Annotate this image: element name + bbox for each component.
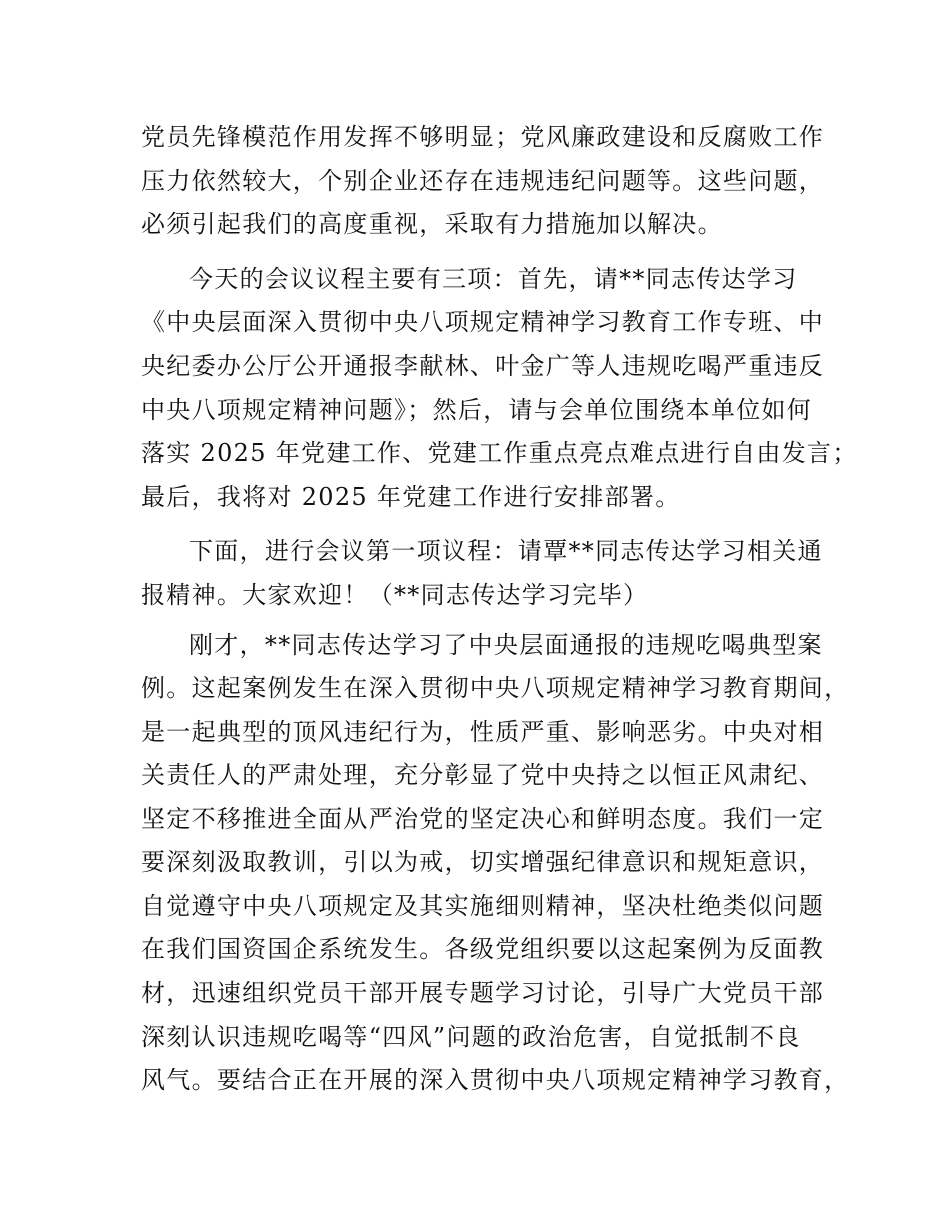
text-line: 坚定不移推进全面从严治党的坚定决心和鲜明态度。我们一定: [141, 805, 825, 833]
text-line: 落实 2025 年党建工作、党建工作重点亮点难点进行自由发言；: [141, 439, 858, 467]
text-line: 必须引起我们的高度重视，采取有力措施加以解决。: [141, 210, 723, 238]
text-line: 报精神。大家欢迎！（**同志传达学习完毕）: [141, 581, 649, 609]
text-line: 央纪委办公厅公开通报李献林、叶金广等人违规吃喝严重违反: [141, 352, 825, 380]
text-line: 关责任人的严肃处理，充分彰显了党中央持之以恒正风肃纪、: [141, 761, 825, 789]
text-line: 在我们国资国企系统发生。各级党组织要以这起案例为反面教: [141, 935, 825, 963]
text-line: 材，迅速组织党员干部开展专题学习讨论，引导广大党员干部: [141, 979, 825, 1007]
text-line: 自觉遵守中央八项规定及其实施细则精神，坚决杜绝类似问题: [141, 892, 825, 920]
text-line: 中央八项规定精神问题》；然后，请与会单位围绕本单位如何: [141, 396, 813, 424]
text-line: 刚才，**同志传达学习了中央层面通报的违规吃喝典型案: [189, 631, 823, 659]
text-line: 风气。要结合正在开展的深入贯彻中央八项规定精神学习教育，: [141, 1066, 850, 1094]
text-line: 压力依然较大，个别企业还存在违规违纪问题等。这些问题，: [141, 167, 825, 195]
text-line: 下面，进行会议第一项议程：请覃**同志传达学习相关通: [189, 537, 823, 565]
text-line: 最后，我将对 2025 年党建工作进行安排部署。: [141, 483, 681, 511]
text-line: 今天的会议议程主要有三项：首先，请**同志传达学习: [189, 265, 798, 293]
text-line: 例。这起案例发生在深入贯彻中央八项规定精神学习教育期间，: [141, 674, 850, 702]
text-line: 深刻认识违规吃喝等“四风”问题的政治危害，自觉抵制不良: [141, 1023, 801, 1051]
text-line: 是一起典型的顶风违纪行为，性质严重、影响恶劣。中央对相: [141, 718, 825, 746]
text-line: 《中央层面深入贯彻中央八项规定精神学习教育工作专班、中: [141, 308, 825, 336]
text-line: 要深刻汲取教训，引以为戒，切实增强纪律意识和规矩意识，: [141, 848, 825, 876]
text-line: 党员先锋模范作用发挥不够明显；党风廉政建设和反腐败工作: [141, 123, 825, 151]
